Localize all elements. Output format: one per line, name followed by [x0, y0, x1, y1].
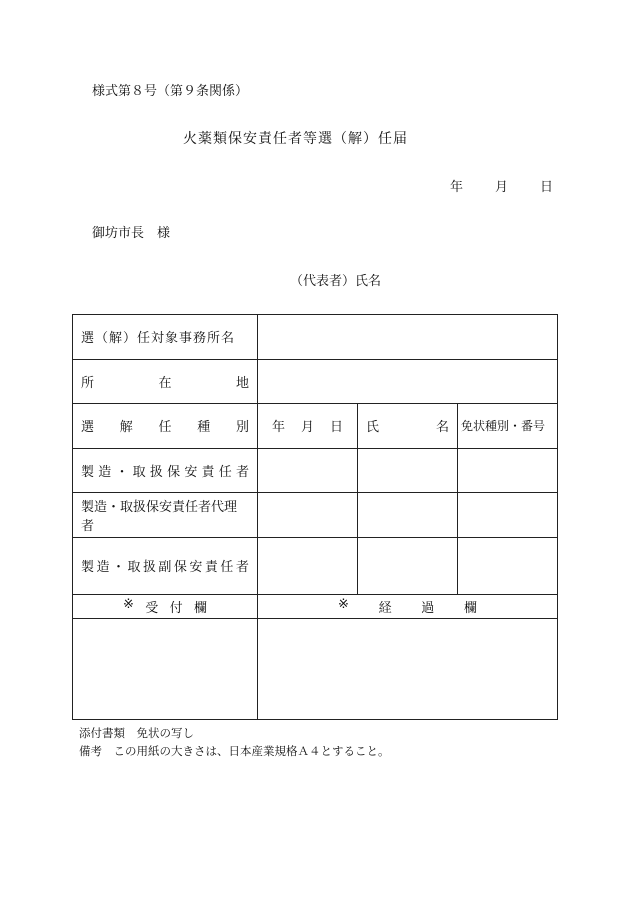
table-row	[73, 404, 558, 449]
role-security-officer: 製 造 ・ 取 扱 保 安 責 任 者	[73, 448, 258, 493]
office-label: 選（解）任対象事務所名	[73, 315, 258, 360]
reception-cell	[73, 618, 258, 719]
name-header: 氏 名	[358, 404, 458, 449]
location-label: 所 在 地	[73, 359, 258, 404]
date-header: 年 月 日	[258, 404, 358, 449]
date-line	[450, 176, 553, 195]
representative-name-label: （代表者）氏名	[290, 274, 382, 289]
notes	[79, 724, 390, 760]
table-row	[73, 493, 558, 538]
license-cell[interactable]	[458, 537, 558, 594]
name-cell[interactable]	[358, 493, 458, 538]
table-row	[73, 537, 558, 594]
document-title: 火薬類保安責任者等選（解）任届	[183, 131, 408, 147]
date-cell[interactable]	[258, 448, 358, 493]
progress-cell	[258, 618, 558, 719]
date-month: 月	[495, 180, 509, 195]
date-day: 日	[540, 180, 554, 195]
reception-header: ※ 受 付 欄	[73, 594, 258, 618]
date-cell[interactable]	[258, 493, 358, 538]
office-value-cell[interactable]	[258, 315, 558, 360]
date-year: 年	[450, 180, 464, 195]
license-cell[interactable]	[458, 448, 558, 493]
location-value-cell[interactable]	[258, 359, 558, 404]
addressee: 御坊市長 様	[92, 226, 171, 241]
name-cell[interactable]	[358, 448, 458, 493]
appointment-form-table	[72, 314, 558, 720]
remarks-note: 備考 この用紙の大きさは、日本産業規格Ａ４とすること。	[79, 744, 390, 758]
attachment-note: 添付書類 免状の写し	[79, 726, 194, 740]
table-row	[73, 315, 558, 360]
role-deputy-proxy: 製造・取扱保安責任者代理者	[73, 493, 258, 538]
form-number: 様式第８号（第９条関係）	[92, 84, 249, 99]
table-row	[73, 594, 558, 618]
category-label: 選 解 任 種 別	[73, 404, 258, 449]
role-vice-security-officer: 製 造 ・ 取 扱 副 保 安 責 任 者	[73, 537, 258, 594]
progress-header: ※ 経 過 欄	[258, 594, 558, 618]
name-cell[interactable]	[358, 537, 458, 594]
table-row	[73, 618, 558, 719]
license-header: 免状種別・番号	[458, 404, 558, 449]
table-row	[73, 359, 558, 404]
date-cell[interactable]	[258, 537, 358, 594]
license-cell[interactable]	[458, 493, 558, 538]
table-row	[73, 448, 558, 493]
